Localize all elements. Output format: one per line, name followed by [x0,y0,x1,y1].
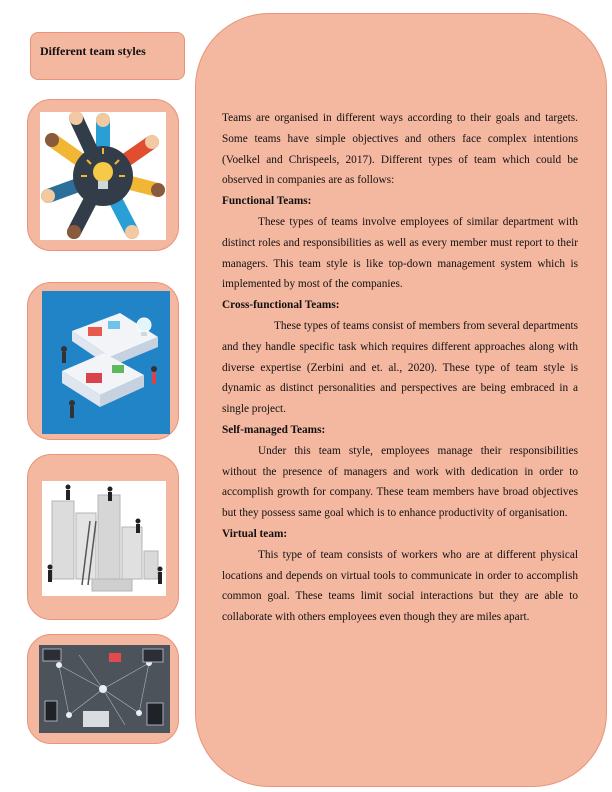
section-body-self-managed: Under this team style, employees manage their responsibilities without the presence of managers and work with dedication in order to accomplish growth for company. These team members have broad objectives but they possess same goal which is to enhance productivity of organisation. [222,444,578,520]
content [222,108,578,628]
section-heading-virtual: Virtual team: [222,527,288,540]
network-devices-icon [39,645,170,733]
main-panel [195,13,607,787]
section-body-functional: These types of teams involve employees of similar department with distinct roles and responsibilities as well as every member must report to their managers. This team style is like top-down management system which is implemented by most of the companies. [222,215,578,291]
image-panel-1 [27,99,179,251]
team-lightbulb-icon [40,112,166,240]
image-panel-4 [27,634,179,744]
section-body-virtual: This type of team consists of workers who are at different physical locations and depends on virtual tools to communicate in order to accomplish common goal. These teams limit social interactions but they are able to collaborate with others employees even though they are miles apart. [222,548,578,624]
business-puzzle-icon [42,291,170,434]
image-panel-3 [27,454,179,620]
title-box [30,32,185,80]
image-panel-2 [27,282,179,440]
section-heading-self-managed: Self-managed Teams: [222,423,326,436]
section-heading-cross-functional: Cross-functional Teams: [222,299,340,312]
section-body-cross-functional: These types of teams consist of members from several departments and they handle specific task which requires different approaches along with diverse expertise (Zerbini and et. al., 2020). These type of team style is dynamic as distinct personalities and perspectives are being embraced in a single project. [222,319,578,416]
puzzle-blocks-icon [42,481,166,596]
section-heading-functional: Functional Teams: [222,195,312,208]
page-title: Different team styles [40,44,146,58]
intro-paragraph: Teams are organised in different ways according to their goals and targets. Some teams have simple objectives and others face complex intentions (Voelkel and Chrispeels, 2017). Different types of team which could be observed in companies are as follows: [222,112,578,187]
